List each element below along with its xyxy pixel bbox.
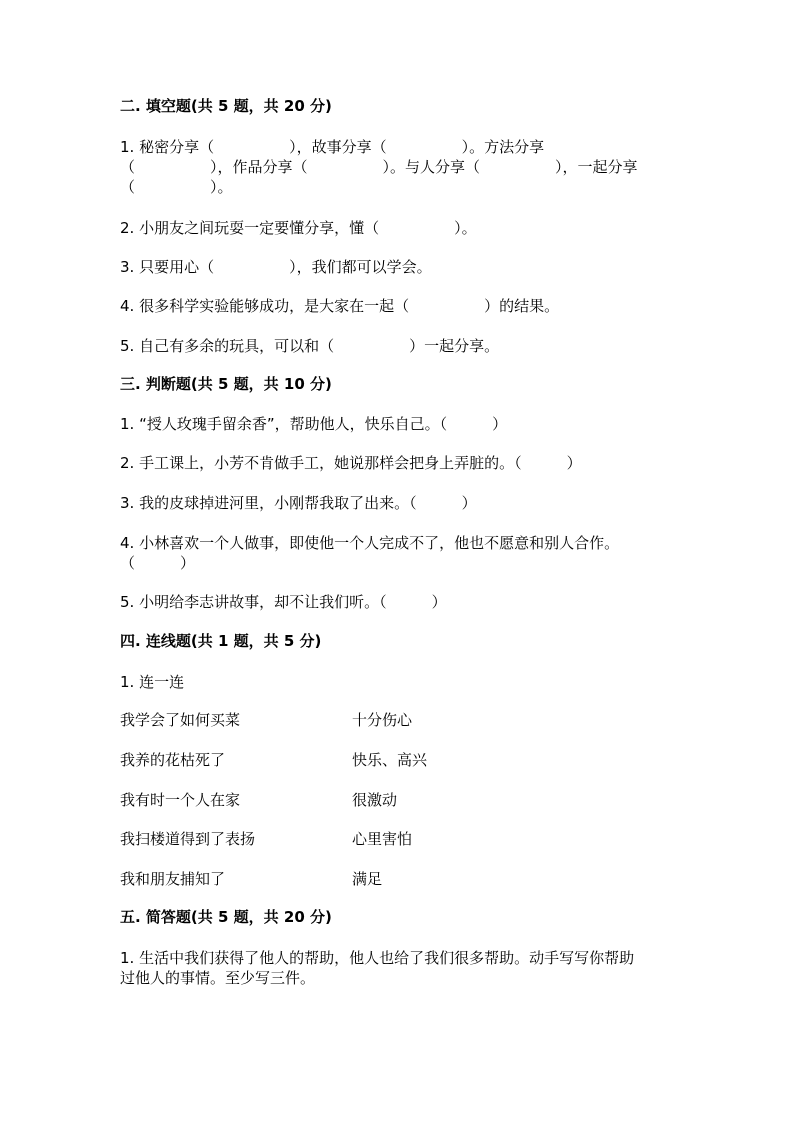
matching-right-item: 十分伤心 — [352, 711, 413, 729]
true-false-q2: 2. 手工课上，小芳不肯做手工，她说那样会把身上弄脏的。（ ） — [120, 454, 582, 472]
fill-blank-q1-line3: （ ）。 — [120, 178, 233, 196]
fill-blank-q1-line1: 1. 秘密分享（ ），故事分享（ ）。方法分享 — [120, 138, 545, 156]
fill-blank-q4: 4. 很多科学实验能够成功，是大家在一起（ ）的结果。 — [120, 297, 560, 315]
true-false-q4-line1: 4. 小林喜欢一个人做事，即使他一个人完成不了，他也不愿意和别人合作。 — [120, 534, 620, 552]
matching-left-item: 我有时一个人在家 — [120, 791, 241, 809]
matching-right-item: 心里害怕 — [352, 830, 413, 848]
matching-right-item: 很激动 — [352, 791, 398, 809]
true-false-q1: 1. “授人玫瑰手留余香”，帮助他人，快乐自己。（ ） — [120, 415, 508, 433]
fill-blank-q1-line2: （ ），作品分享（ ）。与人分享（ ），一起分享 — [120, 158, 638, 176]
short-answer-q1-line2: 过他人的事情。至少写三件。 — [120, 969, 316, 987]
matching-left-item: 我学会了如何买菜 — [120, 711, 241, 729]
fill-blank-q5: 5. 自己有多余的玩具，可以和（ ）一起分享。 — [120, 337, 500, 355]
true-false-q5: 5. 小明给李志讲故事，却不让我们听。（ ） — [120, 593, 447, 611]
matching-left-item: 我和朋友捕知了 — [120, 870, 226, 888]
fill-blank-q2: 2. 小朋友之间玩耍一定要懂分享，懂（ ）。 — [120, 219, 477, 237]
section-2-heading: 二. 填空题(共 5 题，共 20 分) — [120, 97, 332, 115]
matching-q1: 1. 连一连 — [120, 673, 185, 691]
true-false-q3: 3. 我的皮球掉进河里，小刚帮我取了出来。（ ） — [120, 494, 477, 512]
section-5-heading: 五. 简答题(共 5 题，共 20 分) — [120, 908, 332, 926]
section-3-heading: 三. 判断题(共 5 题，共 10 分) — [120, 375, 332, 393]
true-false-q4-line2: （ ） — [120, 554, 196, 572]
matching-right-item: 快乐、高兴 — [352, 751, 428, 769]
fill-blank-q3: 3. 只要用心（ ），我们都可以学会。 — [120, 258, 432, 276]
matching-left-item: 我养的花枯死了 — [120, 751, 226, 769]
matching-left-item: 我扫楼道得到了表扬 — [120, 830, 256, 848]
short-answer-q1-line1: 1. 生活中我们获得了他人的帮助，他人也给了我们很多帮助。动手写写你帮助 — [120, 949, 635, 967]
section-4-heading: 四. 连线题(共 1 题，共 5 分) — [120, 632, 322, 650]
matching-right-item: 满足 — [352, 870, 383, 888]
